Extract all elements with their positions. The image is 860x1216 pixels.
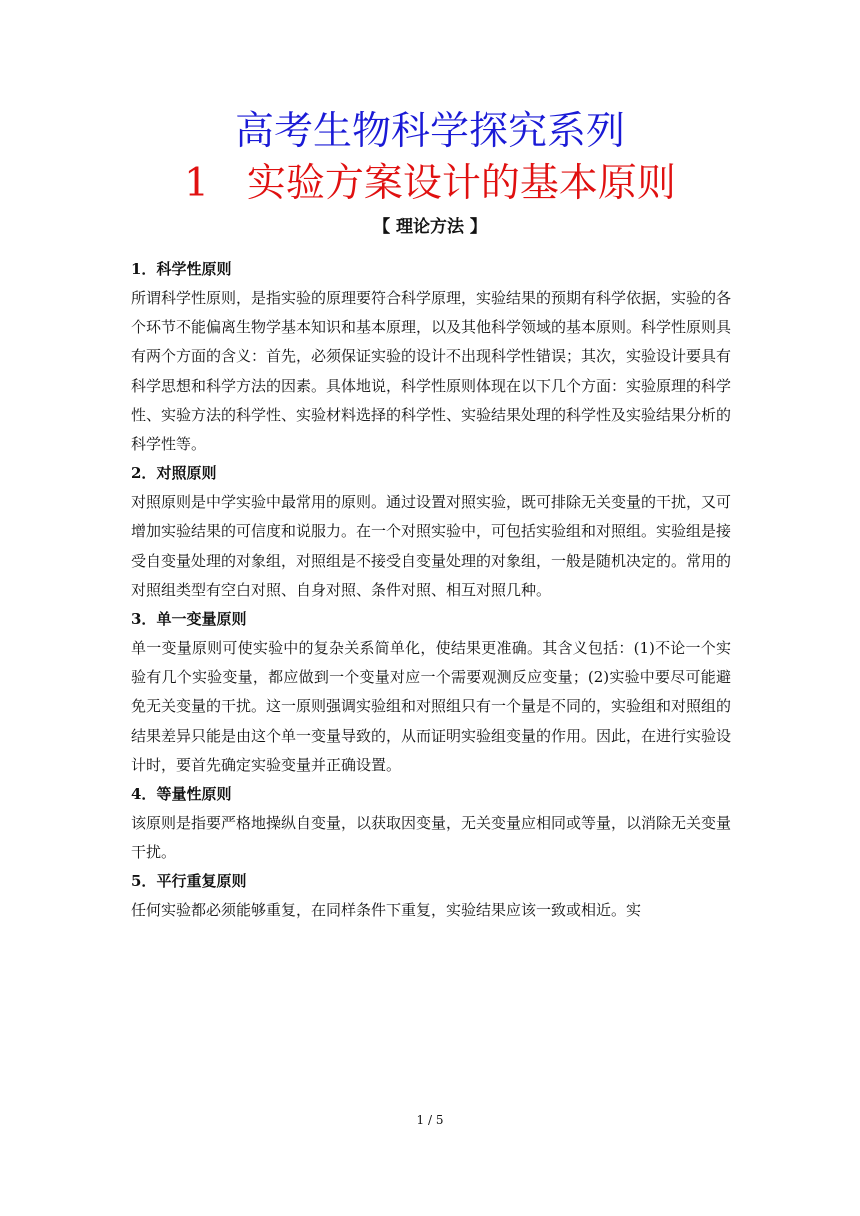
section-paragraph: 该原则是指要严格地操纵自变量，以获取因变量，无关变量应相同或等量，以消除无关变量干扰。: [131, 814, 732, 862]
section-number: 3．: [131, 610, 157, 629]
section-single-variable-principle: [131, 605, 731, 780]
section-heading-text: 单一变量原则: [156, 610, 247, 629]
section-heading: [131, 780, 731, 809]
series-title: 高考生物科学探究系列: [234, 109, 625, 154]
title-number: 1: [184, 161, 209, 206]
section-paragraph: 单一变量原则可使实验中的复杂关系简单化，使结果更准确。其含义包括：(1)不论一个实验有几个实验变量，都应做到一个变量对应一个需要观测反应变量；(2)实验中要尽可能避免无关变量的干扰。这一原则强调实验组和对照组只有一个量是不同的，实验组和对照组的结果差异只能是由这个单一变量导致的，从而证明实验组变量的作用。因此，在进行实验设计时，要首先确定实验变量并正确设置。: [131, 639, 732, 774]
section-heading-text: 科学性原则: [156, 260, 232, 278]
section-paragraph: 所谓科学性原则，是指实验的原理要符合科学原理，实验结果的预期有科学依据，实验的各个环节不能偏离生物学基本知识和基本原理，以及其他科学领域的基本原则。科学性原则具有两个方面的含义：首先，必须保证实验的设计不出现科学性错误；其次，实验设计要具有科学思想和科学方法的因素。具体地说，科学性原则体现在以下几个方面：实验原理的科学性、实验方法的科学性、实验材料选择的科学性、实验结果处理的科学性及实验结果分析的科学性等。: [131, 289, 732, 454]
section-number: 4．: [131, 785, 157, 804]
document-body: [131, 255, 731, 926]
section-control-principle: [131, 459, 731, 605]
page-number: 1 / 5: [416, 1113, 444, 1127]
section-heading: [131, 255, 731, 284]
title-text: 实验方案设计的基本原则: [246, 161, 676, 206]
section-number: 1．: [131, 260, 157, 278]
section-label-theory-method: 【 理论方法 】: [373, 217, 487, 237]
section-heading-text: 等量性原则: [156, 785, 232, 804]
section-scientific-principle: [131, 255, 731, 459]
section-heading: [131, 459, 731, 488]
section-paragraph: 对照原则是中学实验中最常用的原则。通过设置对照实验，既可排除无关变量的干扰，又可增加实验结果的可信度和说服力。在一个对照实验中，可包括实验组和对照组。实验组是接受自变量处理的对象组，对照组是不接受自变量处理的对象组，一般是随机决定的。常用的对照组类型有空白对照、自身对照、条件对照、相互对照几种。: [131, 493, 732, 599]
section-heading: [131, 605, 731, 634]
section-heading-text: 对照原则: [156, 464, 217, 483]
section-equal-quantity-principle: [131, 780, 731, 867]
section-heading: [131, 867, 731, 896]
section-parallel-repetition-principle: [131, 867, 731, 925]
document-title: [0, 158, 860, 210]
section-number: 2．: [131, 464, 157, 483]
section-heading-text: 平行重复原则: [156, 872, 247, 891]
section-paragraph: 任何实验都必须能够重复，在同样条件下重复，实验结果应该一致或相近。实: [131, 901, 642, 920]
section-number: 5．: [131, 872, 157, 891]
